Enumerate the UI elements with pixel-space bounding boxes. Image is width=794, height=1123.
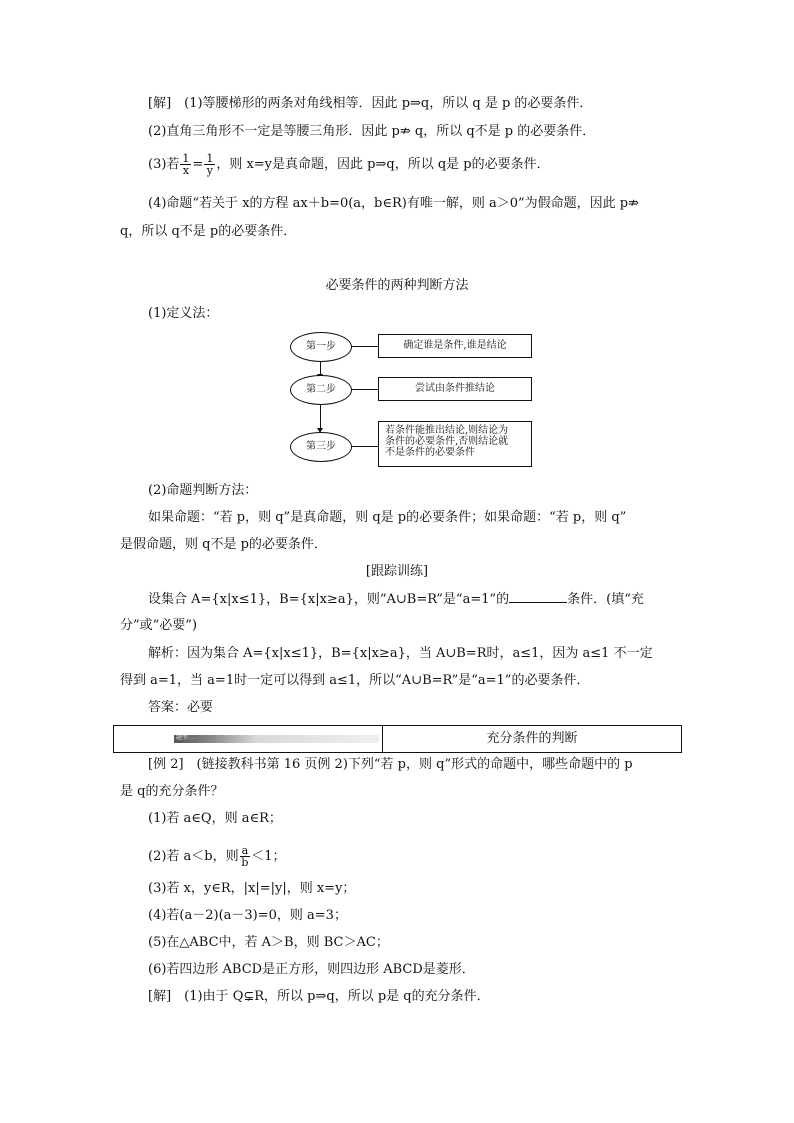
section-badge-label: 题型二	[176, 734, 195, 741]
solution-line-1: [解] (1)等腰梯形的两条对角线相等．因此 p⇒q，所以 q 是 p 的必要条件．	[148, 96, 593, 111]
fraction-numerator: a	[241, 844, 249, 857]
connector-line	[351, 446, 378, 447]
proposition-method-line-2: 是假命题，则 q不是 p的必要条件．	[120, 537, 327, 552]
step-1-ellipse: 第一步	[290, 332, 352, 362]
training-question-line-1	[148, 590, 644, 609]
definition-method-label: (1)定义法：	[148, 306, 219, 321]
step-2-ellipse: 第二步	[290, 375, 352, 405]
section-header	[113, 725, 682, 753]
fraction-1-over-y	[204, 153, 215, 176]
training-question-prefix: 设集合 A={x|x≤1}，B={x|x≥a}，则“A∪B=R”是“a=1”的	[148, 592, 510, 607]
training-analysis-line-1: 解析：因为集合 A={x|x≤1}，B={x|x≥a}，当 A∪B=R时，a≤1，因为 a≤1 不一定	[148, 646, 653, 661]
step-2-box: 尝试由条件推结论	[378, 377, 532, 401]
step-3-desc-line: 不是条件的必要条件	[385, 447, 475, 458]
fraction-a-over-b	[240, 845, 251, 868]
fraction-1-over-x	[180, 153, 191, 176]
example-2-item-4: (4)若(a－2)(a－3)=0，则 a=3；	[148, 908, 347, 923]
step-1-box: 确定谁是条件,谁是结论	[378, 334, 532, 358]
training-title: [跟踪训练]	[365, 564, 429, 579]
example-2-item-1: (1)若 a∈Q，则 a∈R；	[148, 811, 282, 826]
example-2-solution: [解] (1)由于 Q⊊R，所以 p⇒q，所以 p是 q的充分条件．	[148, 989, 490, 1004]
solution-line-2: (2)直角三角形不一定是等腰三角形．因此 p⇏ q，所以 q不是 p 的必要条件．	[148, 124, 596, 139]
connector-line	[351, 346, 378, 347]
step-3-desc-line: 条件的必要条件,否则结论就	[385, 436, 509, 447]
answer-blank	[509, 590, 567, 603]
proposition-method-line-1: 如果命题：“若 p，则 q”是真命题，则 q是 p的必要条件；如果命题：“若 p，则 q”	[148, 510, 627, 525]
solution-line-5: q，所以 q不是 p的必要条件．	[120, 224, 297, 239]
training-question-suffix: 条件．(填“充	[567, 592, 644, 607]
solution-line-3	[148, 153, 550, 176]
equals-sign: =	[192, 157, 204, 172]
arrow-line	[320, 404, 321, 429]
fraction-denominator: x	[182, 164, 190, 177]
training-answer: 答案：必要	[148, 700, 214, 715]
method-title: 必要条件的两种判断方法	[325, 278, 469, 293]
step-3-ellipse: 第三步	[290, 432, 352, 462]
step-3-box	[378, 421, 532, 467]
section-header-left	[114, 726, 383, 752]
example-2-item-5: (5)在△ABC中，若 A＞B，则 BC＞AC；	[148, 935, 389, 950]
fraction-denominator: b	[241, 856, 249, 869]
proposition-method-label: (2)命题判断方法：	[148, 483, 258, 498]
example-2-item-6: (6)若四边形 ABCD是正方形，则四边形 ABCD是菱形．	[148, 962, 475, 977]
training-analysis-line-2: 得到 a=1，当 a=1时一定可以得到 a≤1，所以“A∪B=R”是“a=1”的必要条件．	[120, 673, 590, 688]
solution-line-3-suffix: ，则 x=y是真命题，因此 p⇒q，所以 q是 p的必要条件．	[216, 157, 550, 172]
fraction-numerator: 1	[206, 152, 214, 165]
example-2-item-2	[148, 845, 285, 868]
fraction-numerator: 1	[182, 152, 190, 165]
section-title: 充分条件的判断	[486, 731, 578, 746]
section-badge	[174, 735, 379, 743]
example-2-line-2: 是 q的充分条件？	[120, 784, 224, 799]
example-2-item-3: (3)若 x，y∈R，|x|=|y|，则 x=y；	[148, 881, 356, 896]
solution-line-3-prefix: (3)若	[148, 157, 180, 172]
solution-line-4: (4)命题“若关于 x的方程 ax＋b=0(a，b∈R)有唯一解，则 a＞0”为假命题，因此 p⇏	[148, 196, 639, 211]
item-2-prefix: (2)若 a＜b，则	[148, 849, 239, 864]
connector-line	[351, 389, 378, 390]
step-3-desc-line: 若条件能推出结论,则结论为	[385, 425, 509, 436]
training-question-line-2: 分”或“必要”)	[120, 618, 198, 633]
fraction-denominator: y	[206, 164, 213, 177]
item-2-suffix: ＜1；	[251, 849, 286, 864]
example-2-line-1: [例 2] (链接教科书第 16 页例 2)下列“若 p，则 q”形式的命题中，哪些命题中的 p	[148, 757, 633, 772]
arrow-line	[320, 361, 321, 375]
